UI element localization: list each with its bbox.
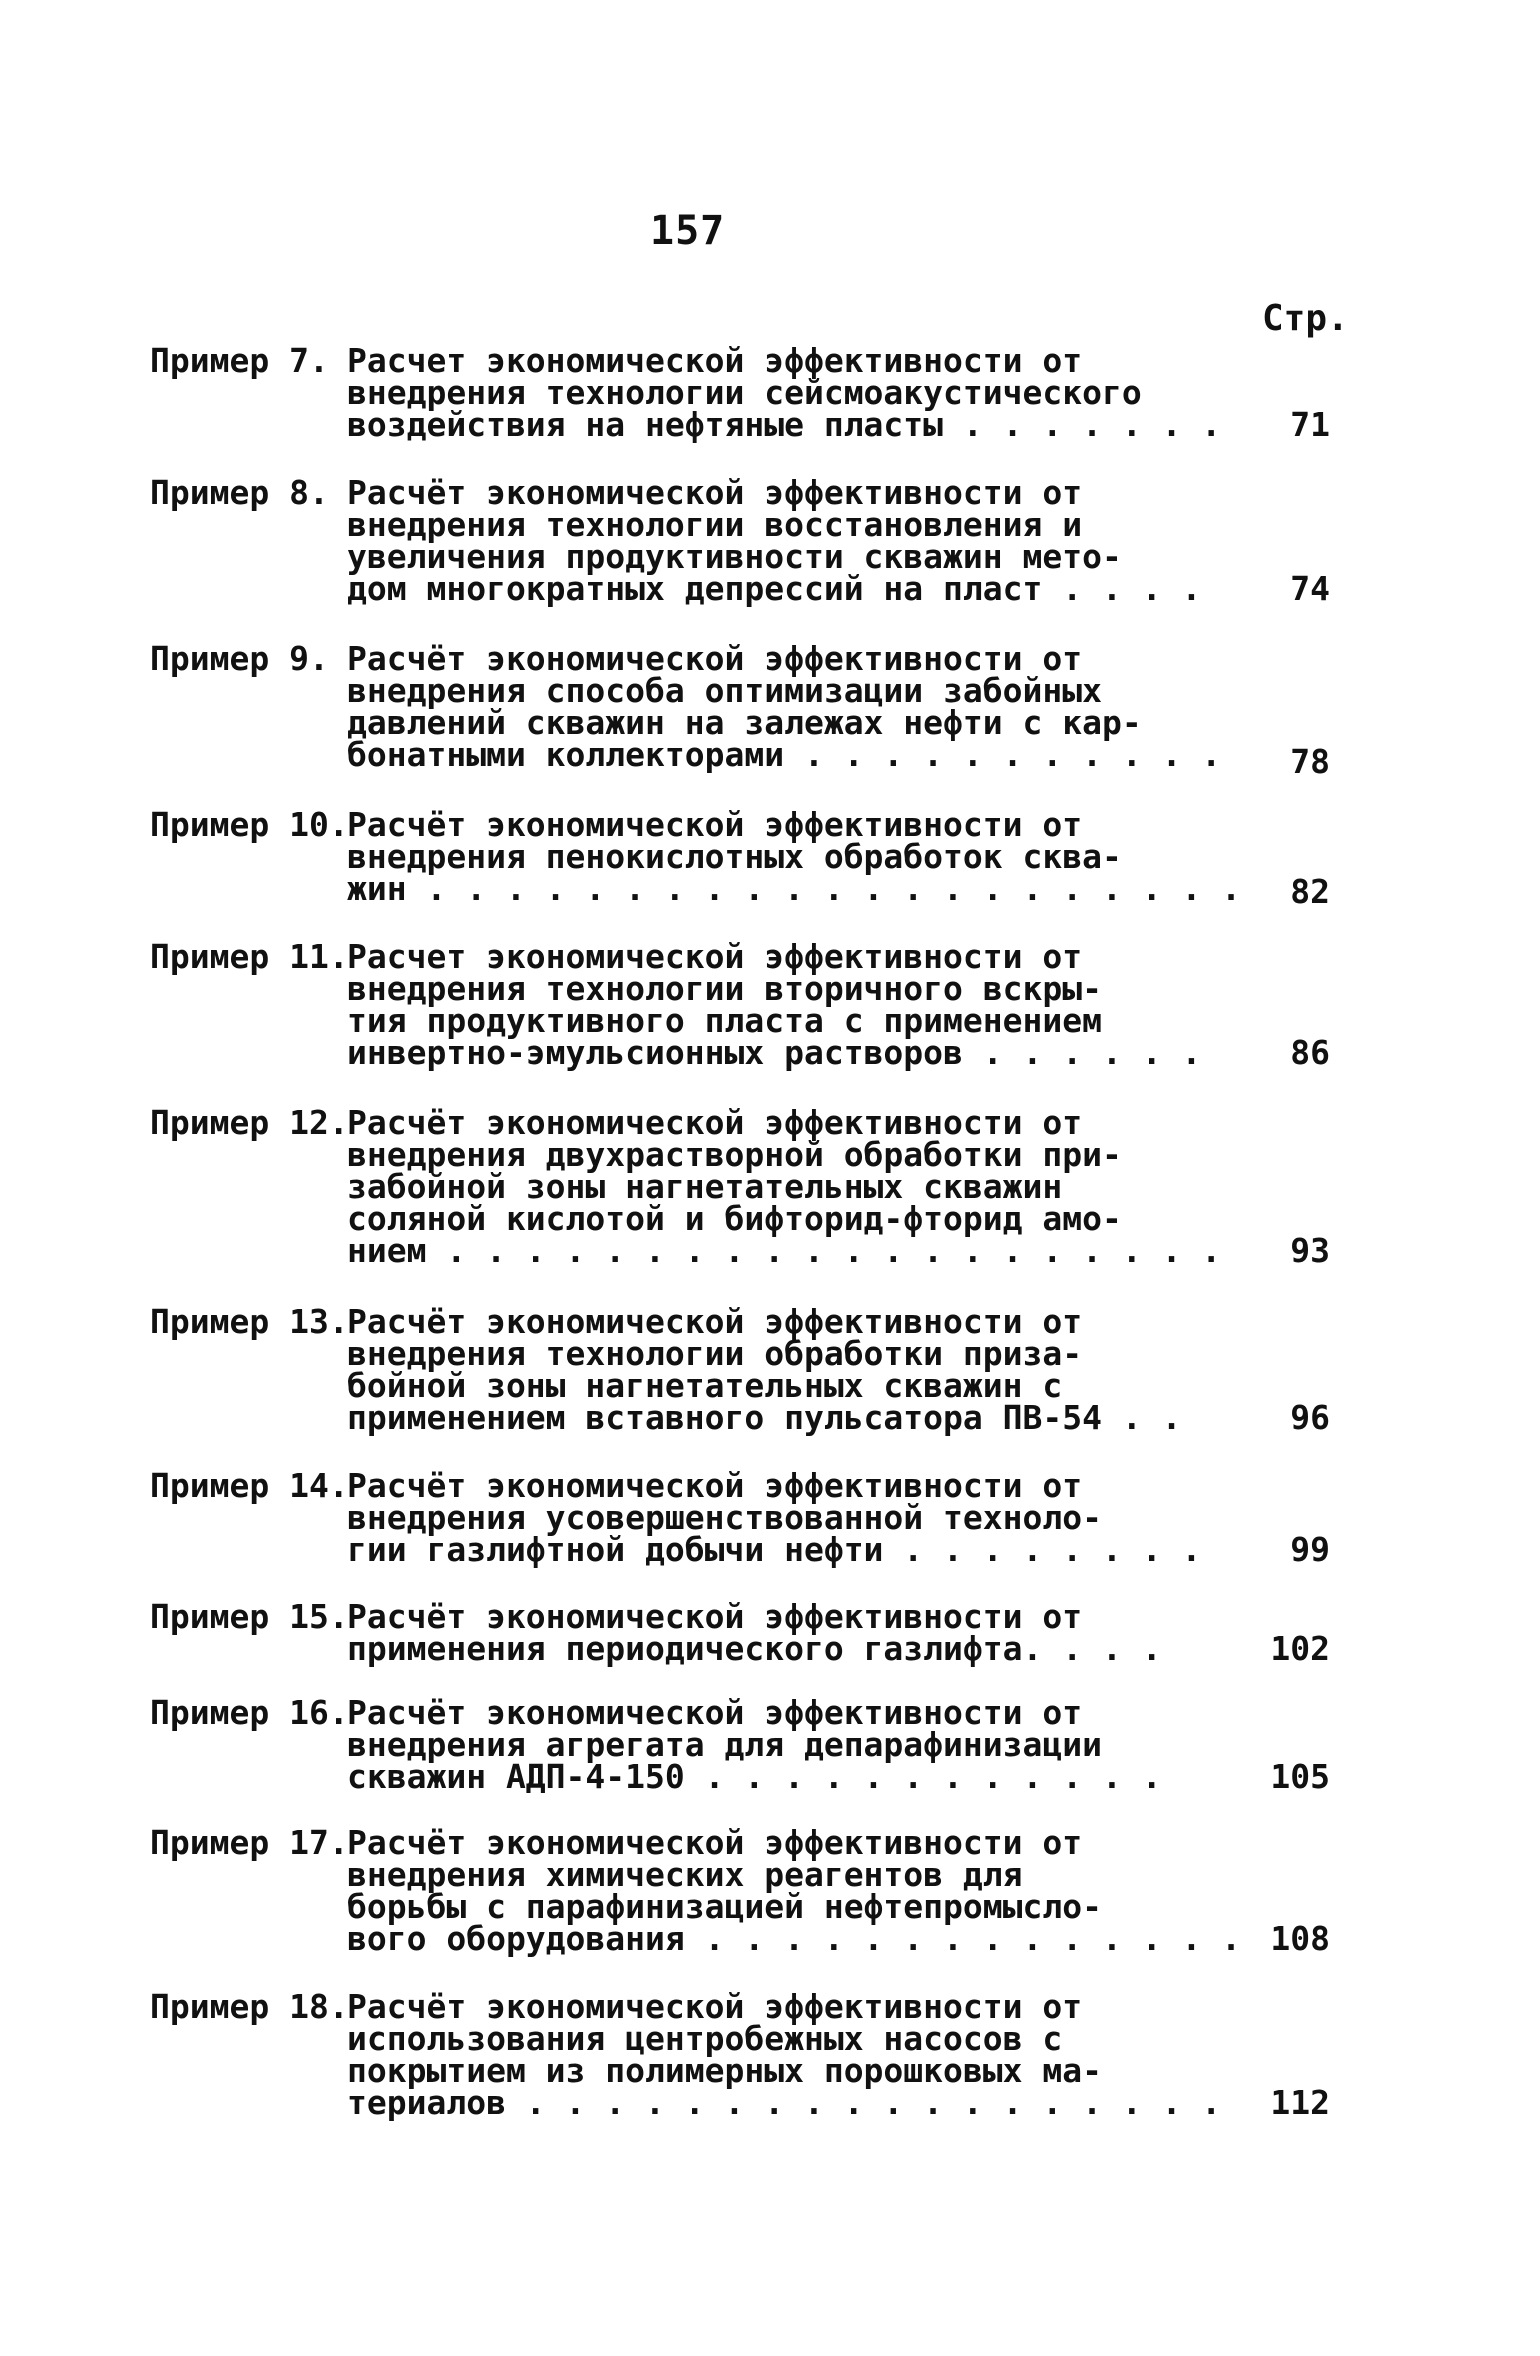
toc-entry-line: бойной зоны нагнетательных скважин с: [347, 1366, 1063, 1405]
toc-entry-label: Пример 14.: [150, 1466, 349, 1505]
toc-entry-label: Пример 7.: [150, 341, 329, 380]
toc-entry-page: 99: [1290, 1530, 1330, 1569]
toc-entry-line: скважин АДП-4-150 . . . . . . . . . . . .: [347, 1757, 1162, 1796]
toc-entry-page: 112: [1270, 2083, 1330, 2122]
toc-entry-line: Расчёт экономической эффективности от: [347, 1987, 1083, 2026]
toc-entry-line: жин . . . . . . . . . . . . . . . . . . . . .: [347, 869, 1242, 908]
toc-entry-line: забойной зоны нагнетательных скважин: [347, 1167, 1063, 1206]
toc-entry-line: бонатными коллекторами . . . . . . . . . . .: [347, 735, 1222, 774]
toc-entry-line: Расчёт экономической эффективности от: [347, 1693, 1083, 1732]
toc-entry-label: Пример 16.: [150, 1693, 349, 1732]
toc-entry-line: внедрения способа оптимизации забойных: [347, 671, 1102, 710]
toc-entry-line: Расчёт экономической эффективности от: [347, 805, 1083, 844]
toc-entry-line: внедрения технологии восстановления и: [347, 505, 1083, 544]
toc-entry-line: борьбы с парафинизацией нефтепромысло-: [347, 1887, 1102, 1926]
toc-entry-line: воздействия на нефтяные пласты . . . . . . .: [347, 405, 1222, 444]
toc-entry-title: [347, 805, 1247, 908]
toc-entry-line: вого оборудования . . . . . . . . . . . . . .: [347, 1919, 1242, 1958]
toc-entry-title: [347, 1693, 1247, 1796]
toc-entry-page: 74: [1290, 569, 1330, 608]
toc-entry-label: Пример 18.: [150, 1987, 349, 2026]
toc-entry-title: [347, 1987, 1247, 2122]
toc-entry-line: инвертно-эмульсионных растворов . . . . . .: [347, 1033, 1202, 1072]
toc-entry-title: [347, 639, 1247, 774]
toc-entry-line: увеличения продуктивности скважин мето-: [347, 537, 1122, 576]
toc-entry-title: [347, 341, 1247, 444]
toc-entry-title: [347, 1103, 1247, 1270]
toc-entry-label: Пример 10.: [150, 805, 349, 844]
toc-entry-title: [347, 1823, 1247, 1958]
toc-entry-line: покрытием из полимерных порошковых ма-: [347, 2051, 1102, 2090]
toc-entry-line: внедрения агрегата для депарафинизации: [347, 1725, 1102, 1764]
toc-entry-label: Пример 17.: [150, 1823, 349, 1862]
toc-entry-line: гии газлифтной добычи нефти . . . . . . . .: [347, 1530, 1202, 1569]
toc-entry-page: 78: [1290, 742, 1330, 781]
toc-entry-line: давлений скважин на залежах нефти с кар-: [347, 703, 1142, 742]
toc-entry-label: Пример 13.: [150, 1302, 349, 1341]
toc-entry-line: соляной кислотой и бифторид-фторид амо-: [347, 1199, 1122, 1238]
toc-entry-line: Расчёт экономической эффективности от: [347, 1597, 1083, 1636]
toc-entry-label: Пример 8.: [150, 473, 329, 512]
toc-entry-line: внедрения технологии обработки приза-: [347, 1334, 1083, 1373]
toc-entry-line: внедрения пенокислотных обработок сква-: [347, 837, 1122, 876]
toc-entry-page: 96: [1290, 1398, 1330, 1437]
toc-entry-title: [347, 1466, 1247, 1569]
toc-entry-line: териалов . . . . . . . . . . . . . . . . . .: [347, 2083, 1222, 2122]
toc-entry-title: [347, 473, 1247, 608]
toc-entry-page: 105: [1270, 1757, 1330, 1796]
toc-entry-line: Расчёт экономической эффективности от: [347, 639, 1083, 678]
toc-entry-title: [347, 937, 1247, 1072]
toc-entry-line: Расчёт экономической эффективности от: [347, 1466, 1083, 1505]
toc-entry-line: тия продуктивного пласта с применением: [347, 1001, 1102, 1040]
toc-entry-line: внедрения технологии сейсмоакустического: [347, 373, 1142, 412]
toc-entry-page: 86: [1290, 1033, 1330, 1072]
toc-entry-line: применения периодического газлифта. . . .: [347, 1629, 1162, 1668]
toc-entry-label: Пример 12.: [150, 1103, 349, 1142]
toc-entry-page: 71: [1290, 405, 1330, 444]
toc-entry-line: внедрения двухрастворной обработки при-: [347, 1135, 1122, 1174]
toc-entry-line: Расчёт экономической эффективности от: [347, 1302, 1083, 1341]
toc-entry-page: 108: [1270, 1919, 1330, 1958]
toc-entry-line: нием . . . . . . . . . . . . . . . . . . . .: [347, 1231, 1222, 1270]
page-column-header: Стр.: [1262, 298, 1349, 339]
toc-entry-page: 93: [1290, 1231, 1330, 1270]
toc-entry-line: Расчёт экономической эффективности от: [347, 473, 1083, 512]
toc-entry-line: Расчёт экономической эффективности от: [347, 1103, 1083, 1142]
toc-entry-label: Пример 9.: [150, 639, 329, 678]
toc-entry-title: [347, 1597, 1247, 1668]
toc-entry-line: внедрения химических реагентов для: [347, 1855, 1023, 1894]
page-number: 157: [650, 208, 726, 254]
toc-entry-line: применением вставного пульсатора ПВ-54 . .: [347, 1398, 1182, 1437]
toc-entry-page: 82: [1290, 872, 1330, 911]
toc-entry-line: внедрения усовершенствованной техноло-: [347, 1498, 1102, 1537]
toc-entry-page: 102: [1270, 1629, 1330, 1668]
toc-entry-title: [347, 1302, 1247, 1437]
toc-entry-line: Расчёт экономической эффективности от: [347, 1823, 1083, 1862]
toc-entry-line: дом многократных депрессий на пласт . . . .: [347, 569, 1202, 608]
toc-entry-line: Расчет экономической эффективности от: [347, 937, 1083, 976]
toc-entry-line: Расчет экономической эффективности от: [347, 341, 1083, 380]
toc-entry-label: Пример 11.: [150, 937, 349, 976]
toc-entry-line: использования центробежных насосов с: [347, 2019, 1063, 2058]
toc-entry-line: внедрения технологии вторичного вскры-: [347, 969, 1102, 1008]
toc-entry-label: Пример 15.: [150, 1597, 349, 1636]
